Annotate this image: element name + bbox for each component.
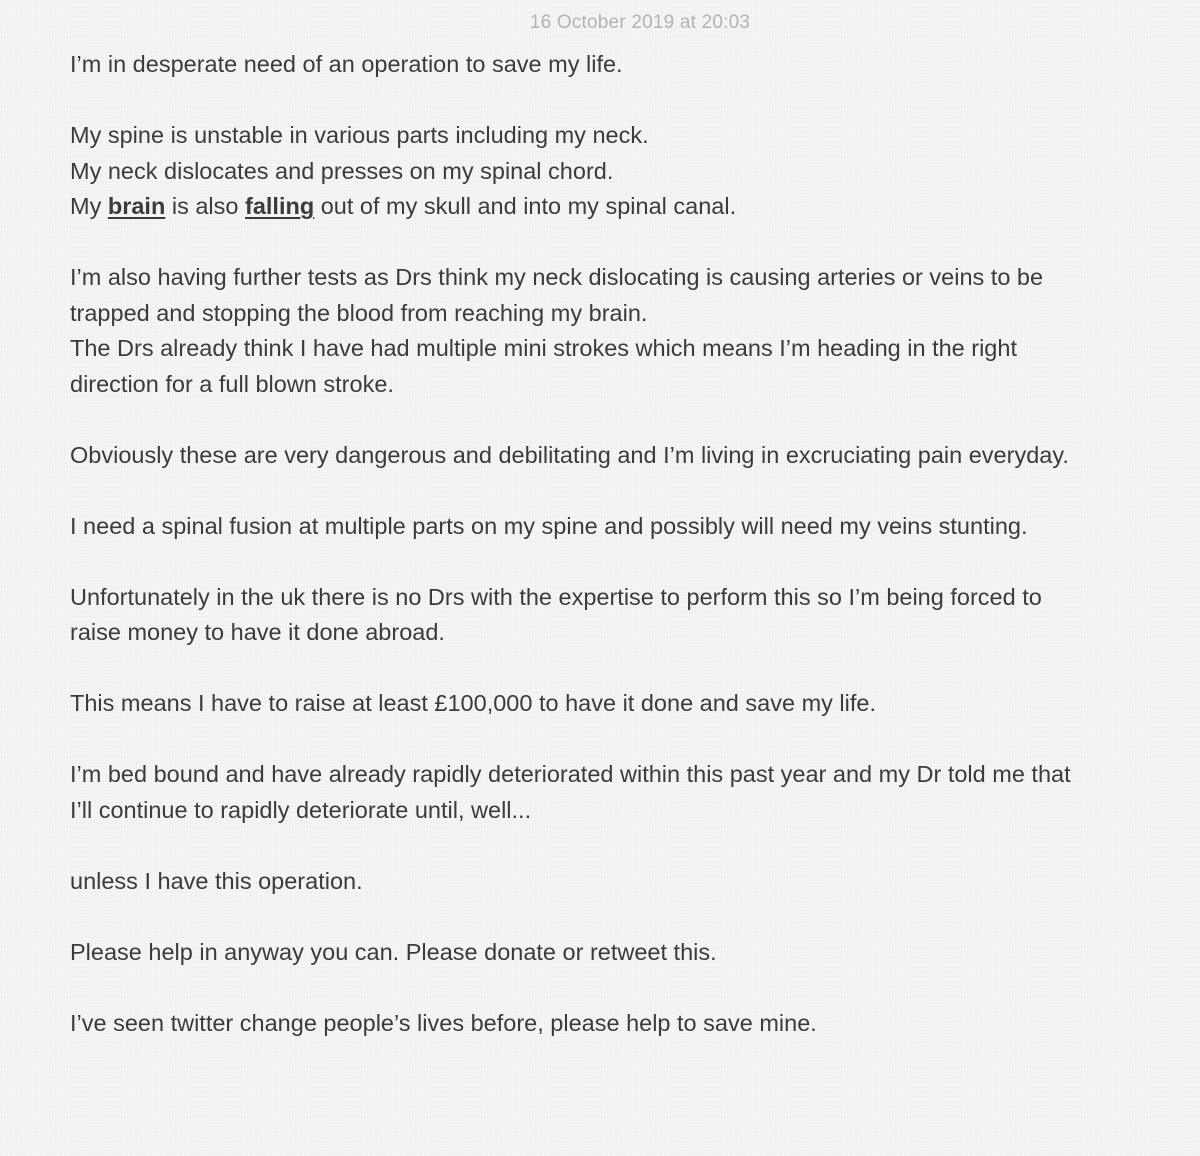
note-paragraph: unless I have this operation.	[70, 867, 363, 894]
note-paragraph: My neck dislocates and presses on my spinal chord.	[70, 157, 614, 184]
note-paragraph: My spine is unstable in various parts including my neck.	[70, 122, 649, 148]
text-run: out of my skull and into my spinal canal.	[314, 193, 737, 219]
note-paragraph: I need a spinal fusion at multiple parts on my spine and possibly will need my veins stunting.	[70, 512, 1028, 539]
blank-line	[70, 970, 1080, 1006]
blank-line	[70, 722, 1080, 758]
note-paragraph: I’m also having further tests as Drs think my neck dislocating is causing arteries or veins to be trapped and stopping the blood from reaching my brain.	[70, 264, 1044, 326]
blank-line	[70, 402, 1080, 438]
note-paragraph: I’m in desperate need of an operation to save my life.	[70, 51, 623, 77]
note-paragraph: This means I have to raise at least £100,000 to have it done and save my life.	[70, 690, 876, 716]
emphasized-word-brain: brain	[107, 193, 166, 219]
blank-line	[70, 225, 1080, 261]
blank-line	[70, 828, 1080, 864]
blank-line	[70, 544, 1080, 580]
blank-line	[70, 651, 1080, 687]
blank-line	[70, 83, 1080, 119]
note-body[interactable]	[70, 47, 1080, 1041]
note-paragraph	[70, 189, 1080, 225]
note-timestamp: 16 October 2019 at 20:03	[529, 12, 751, 33]
blank-line	[70, 899, 1080, 935]
note-paragraph: Please help in anyway you can. Please donate or retweet this.	[70, 938, 717, 965]
blank-line	[70, 473, 1080, 509]
note-paragraph: I’ve seen twitter change people’s lives before, please help to save mine.	[70, 1009, 817, 1036]
text-run: My	[70, 193, 108, 219]
note-paragraph: Obviously these are very dangerous and debilitating and I’m living in excruciating pain everyday.	[70, 441, 1069, 468]
text-run: is also	[165, 193, 245, 219]
note-paragraph: Unfortunately in the uk there is no Drs with the expertise to perform this so I’m being forced to raise money to have it done abroad.	[70, 583, 1042, 645]
emphasized-word-falling: falling	[245, 193, 315, 219]
note-paragraph: The Drs already think I have had multiple mini strokes which means I’m heading in the right direction for a full blown stroke.	[70, 335, 1017, 397]
note-paragraph: I’m bed bound and have already rapidly deteriorated within this past year and my Dr told me that I’ll continue to rapidly deteriorate until, well...	[70, 761, 1071, 823]
